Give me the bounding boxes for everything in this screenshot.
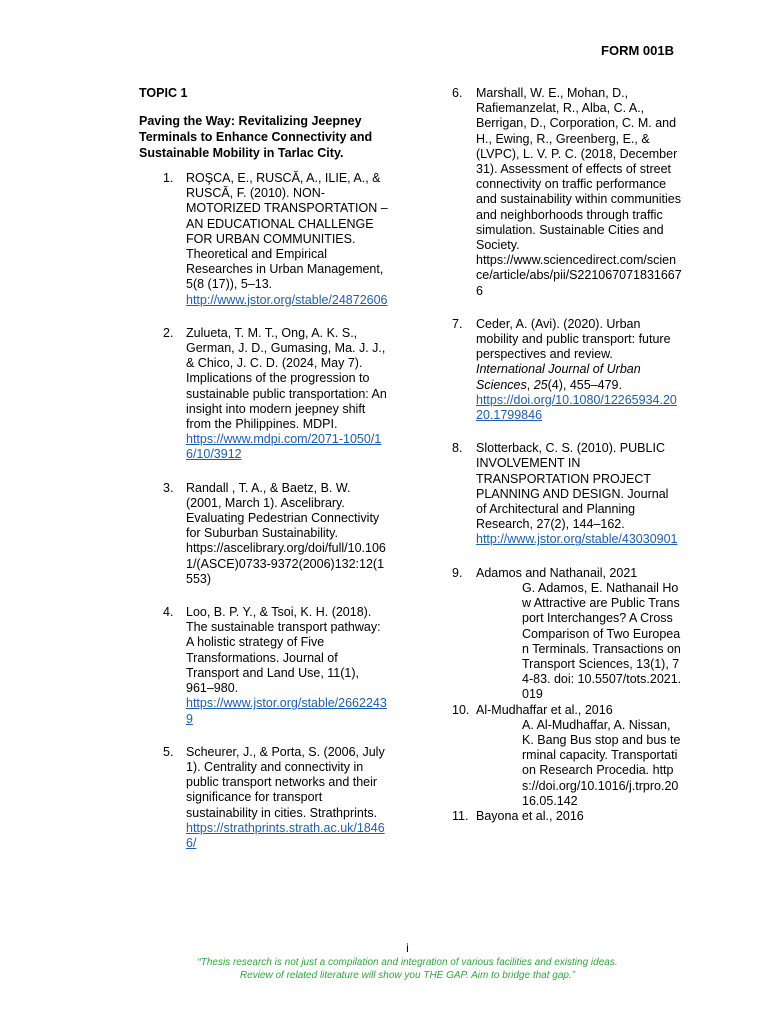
separator: , (526, 377, 534, 392)
journal-name: International Journal of Urban Sciences (476, 362, 641, 392)
reference-link[interactable]: http://www.jstor.org/stable/24872606 (186, 292, 388, 307)
reference-number: 10. (452, 702, 470, 717)
footer-quote (0, 956, 768, 982)
reference-number: 8. (452, 441, 463, 456)
reference-item-1 (139, 171, 389, 308)
reference-number: 1. (163, 171, 174, 185)
reference-item-7 (452, 317, 682, 423)
reference-text (476, 317, 682, 393)
reference-list-right (452, 86, 682, 824)
reference-text: Slotterback, C. S. (2010). PUBLIC INVOLVEMENT IN TRANSPORTATION PROJECT PLANNING AND DESIGN. Journal of Architectural and Planning Research, 27(2), 144–162. (476, 441, 669, 532)
reference-link[interactable]: https://www.mdpi.com/2071-1050/16/10/3912 (186, 432, 382, 462)
reference-item-4 (139, 605, 389, 727)
reference-number: 3. (163, 480, 174, 495)
reference-url: https://www.sciencedirect.com/science/article/abs/pii/S2210670718316676 (476, 253, 682, 298)
reference-item-11 (452, 809, 682, 824)
reference-number: 6. (452, 86, 463, 100)
reference-item-10 (452, 703, 682, 809)
reference-item-8 (452, 441, 682, 547)
reference-number: 4. (163, 605, 174, 620)
reference-text-start: Ceder, A. (Avi). (2020). Urban mobility and public transport: future perspectives and review. (476, 316, 671, 362)
right-column (452, 86, 682, 824)
reference-detail: A. Al-Mudhaffar, A. Nissan, K. Bang Bus stop and bus terminal capacity. Transportation Research Procedia. https://doi.org/10.1016/j.trpro.2016.05.142 (522, 717, 681, 808)
reference-item-2 (139, 326, 389, 463)
reference-list-left (139, 171, 389, 851)
reference-link[interactable]: https://strathprints.strath.ac.uk/18466/ (186, 820, 385, 850)
volume: 25 (533, 377, 548, 392)
reference-heading: Al-Mudhaffar et al., 2016 (476, 702, 613, 717)
reference-number: 9. (452, 565, 463, 580)
left-column (139, 86, 389, 869)
reference-text: Loo, B. P. Y., & Tsoi, K. H. (2018). The sustainable transport pathway: A holistic strategy of Five Transformations. Journal of Transport and Land Use, 11(1), 961–980. (186, 605, 381, 696)
reference-number: 5. (163, 744, 174, 759)
reference-heading: Bayona et al., 2016 (476, 808, 584, 823)
reference-link[interactable]: https://doi.org/10.1080/12265934.2020.1799846 (476, 392, 677, 423)
reference-item-9 (452, 566, 682, 703)
reference-text: ROŞCA, E., RUSCĂ, A., ILIE, A., & RUSCĂ, F. (2010). NON-MOTORIZED TRANSPORTATION – AN EDUCATIONAL CHALLENGE FOR URBAN COMMUNITIES. Theoretical and Empirical Researches in Urban Management, 5(8 (17)), 5–13. (186, 171, 388, 292)
reference-number: 2. (163, 325, 174, 340)
footer-quote-line: “Thesis research is not just a compilation and integration of various facilities and existing ideas. (197, 957, 618, 968)
reference-detail: G. Adamos, E. Nathanail How Attractive are Public Transport Interchanges? A Cross Comparison of Two European Terminals. Transactions on Transport Sciences, 13(1), 74-83. doi: 10.5507/tots.2021.019 (522, 580, 682, 702)
reference-text: Marshall, W. E., Mohan, D., Rafiemanzelat, R., Alba, C. A., Berrigan, D., Corporation, C. M. and H., Ewing, R., Greenberg, E., & (LVPC), L. V. P. C. (2018, December 31). Assessment of effects of street connectivity on traffic performance and sustainability within communities and neighborhoods through traffic simulation. Sustainable Cities and Society. (476, 86, 681, 253)
reference-text: Zulueta, T. M. T., Ong, A. K. S., German, J. D., Gumasing, Ma. J. J., & Chico, J. C. D. (2024, May 7). Implications of the progression to sustainable public transportation: An insight into modern jeepney shift from the Philippines. MDPI. (186, 325, 387, 432)
topic-heading: TOPIC 1 (139, 86, 188, 100)
topic-title: Paving the Way: Revitalizing Jeepney Terminals to Enhance Connectivity and Sustainable Mobility in Tarlac City. (139, 114, 373, 160)
reference-number: 11. (452, 808, 469, 823)
reference-text: Randall , T. A., & Baetz, B. W. (2001, March 1). Ascelibrary. Evaluating Pedestrian Connectivity for Suburban Sustainability. (186, 480, 380, 541)
reference-url: https://ascelibrary.org/doi/full/10.1061/(ASCE)0733-9372(2006)132:12(1553) (186, 541, 386, 586)
reference-text-end: (4), 455–479. (547, 377, 622, 392)
page-number: i (406, 941, 409, 955)
reference-number: 7. (452, 316, 463, 331)
footer-quote-line: Review of related literature will show you THE GAP. Aim to bridge that gap.” (239, 970, 576, 981)
reference-item-6 (452, 86, 682, 299)
reference-heading: Adamos and Nathanail, 2021 (476, 565, 638, 580)
form-label: FORM 001B (601, 43, 674, 58)
reference-item-5 (139, 745, 389, 851)
reference-link[interactable]: http://www.jstor.org/stable/43030901 (476, 532, 678, 547)
reference-text: Scheurer, J., & Porta, S. (2006, July 1). Centrality and connectivity in public transport networks and their significance for transport sustainability in cities. Strathprints. (186, 744, 385, 820)
reference-link[interactable]: https://www.jstor.org/stable/26622439 (186, 696, 387, 726)
reference-item-3 (139, 481, 389, 587)
